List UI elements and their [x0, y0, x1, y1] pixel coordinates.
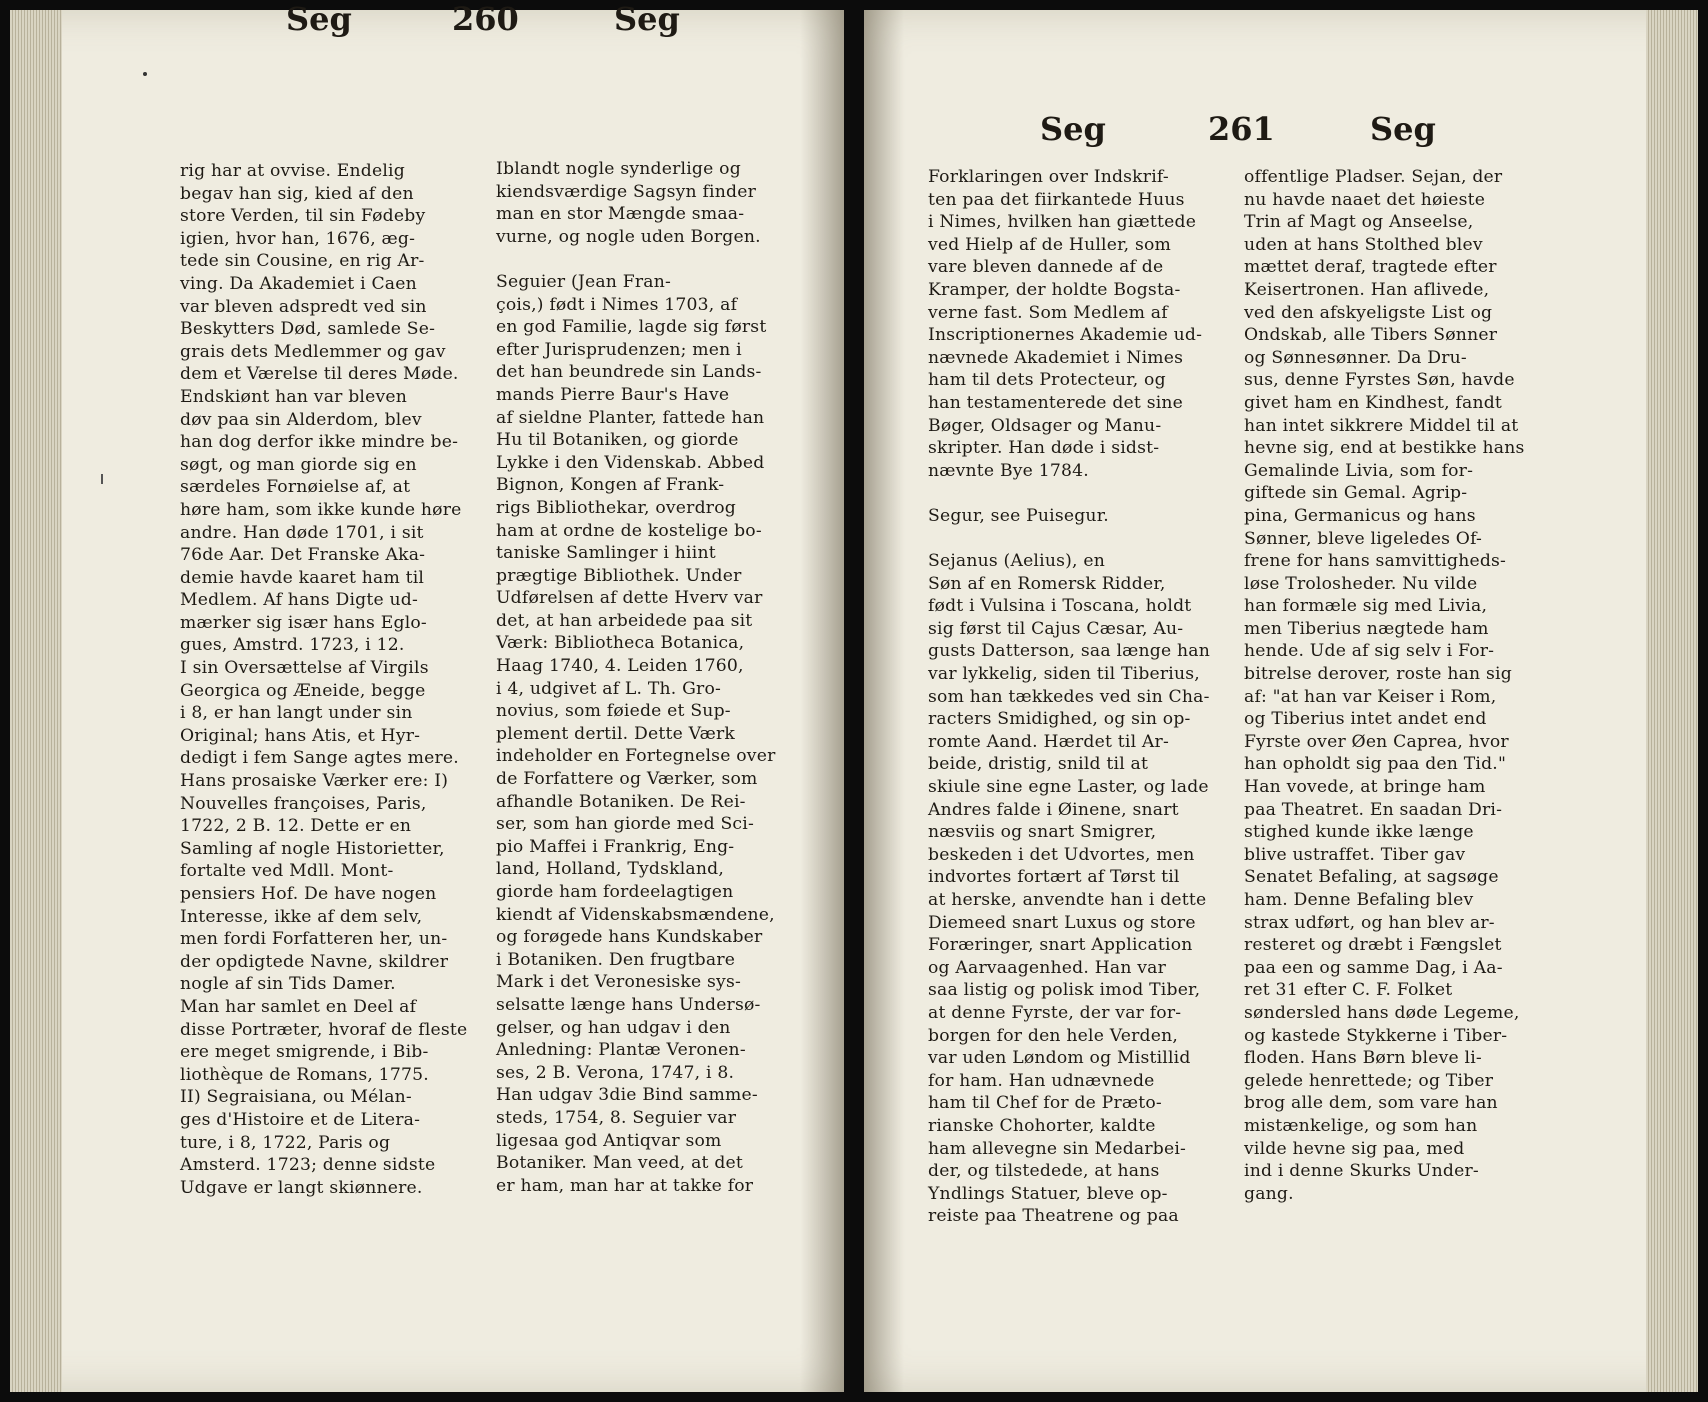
- text-line: af: "at han var Keiser i Rom,: [1244, 686, 1497, 707]
- text-line: mands Pierre Baur's Have: [496, 384, 730, 405]
- text-line: og forøgede hans Kundskaber: [496, 927, 763, 948]
- text-line: ges d'Histoire et de Litera-: [180, 1109, 421, 1130]
- text-line: Original; hans Atis, et Hyr-: [180, 725, 421, 746]
- text-line: ere meget smigrende, i Bib-: [180, 1042, 429, 1063]
- ink-speck: [143, 72, 147, 76]
- text-line: Yndlings Statuer, bleve op-: [928, 1183, 1168, 1204]
- text-line: han formæle sig med Livia,: [1244, 596, 1488, 617]
- text-line: i Botaniken. Den frugtbare: [496, 949, 736, 970]
- text-line: verne fast. Som Medlem af: [928, 302, 1168, 323]
- text-line: og kastede Stykkerne i Tiber-: [1244, 1025, 1508, 1046]
- right-head-word: Seg: [1040, 110, 1106, 148]
- text-line: uden at hans Stolthed blev: [1244, 234, 1483, 255]
- text-line: ser, som han giorde med Sci-: [496, 814, 754, 835]
- text-line: selsatte længe hans Undersø-: [496, 994, 761, 1015]
- text-line: der, og tilstedede, at hans: [928, 1161, 1160, 1182]
- text-line: ture, i 8, 1722, Paris og: [180, 1132, 391, 1153]
- text-line: Samling af nogle Historietter,: [180, 838, 445, 859]
- text-line: Ondskab, alle Tibers Sønner: [1244, 325, 1498, 346]
- text-line: ved den afskyeligste List og: [1244, 302, 1493, 323]
- text-line: Seguier (Jean Fran-: [496, 271, 671, 292]
- text-line: nævnede Akademiet i Nimes: [928, 347, 1184, 368]
- text-line: ham til dets Protecteur, og: [928, 370, 1166, 391]
- right-page-column-1: [928, 166, 1210, 1228]
- text-line: han testamenterede det sine: [928, 392, 1184, 413]
- text-line: Bøger, Oldsager og Manu-: [928, 415, 1162, 436]
- text-line: Beskytters Død, samlede Se-: [180, 319, 436, 340]
- text-line: grais dets Medlemmer og gav: [180, 341, 446, 362]
- text-line: for ham. Han udnævnede: [928, 1070, 1155, 1091]
- text-line: Keisertronen. Han aflivede,: [1244, 279, 1490, 300]
- text-line: Amsterd. 1723; denne sidste: [180, 1155, 436, 1176]
- text-line: Udgave er langt skiønnere.: [180, 1177, 423, 1198]
- text-line: dem et Værelse til deres Møde.: [180, 364, 459, 385]
- text-line: Han vovede, at bringe ham: [1244, 777, 1486, 798]
- text-line: i Nimes, hvilken han giættede: [928, 212, 1197, 233]
- text-line: vurne, og nogle uden Borgen.: [496, 226, 761, 247]
- text-line: begav han sig, kied af den: [180, 183, 414, 204]
- text-line: Søn af en Romersk Ridder,: [928, 573, 1166, 594]
- text-line: mærker sig især hans Eglo-: [180, 612, 427, 633]
- left-page-edges: [10, 10, 62, 1392]
- text-line: Anledning: Plantæ Veronen-: [496, 1040, 746, 1061]
- text-line: han dog derfor ikke mindre be-: [180, 432, 459, 453]
- text-line: er ham, man har at takke for: [496, 1175, 754, 1196]
- text-line: resteret og dræbt i Fængslet: [1244, 935, 1502, 956]
- text-line: at herske, anvendte han i dette: [928, 890, 1207, 910]
- text-line: plement dertil. Dette Værk: [496, 723, 736, 744]
- text-line: Foræringer, snart Application: [928, 935, 1193, 956]
- right-page-number: 261: [1208, 110, 1275, 148]
- text-line: rigs Bibliothekar, overdrog: [496, 497, 736, 518]
- text-line: søndersled hans døde Legeme,: [1244, 1002, 1520, 1023]
- text-line: Segur, see Puisegur.: [928, 505, 1109, 526]
- text-line: Lykke i den Videnskab. Abbed: [496, 452, 765, 473]
- text-line: de Forfattere og Værker, som: [496, 769, 758, 790]
- text-line: Diemeed snart Luxus og store: [928, 912, 1196, 933]
- text-line: han opholdt sig paa den Tid.": [1244, 754, 1507, 775]
- text-line: Trin af Magt og Anseelse,: [1244, 212, 1474, 233]
- text-line: vare bleven dannede af de: [928, 257, 1164, 278]
- text-line: Forklaringen over Indskrif-: [928, 167, 1169, 187]
- text-line: mistænkelige, og som han: [1244, 1115, 1478, 1136]
- text-line: Gemalinde Livia, som for-: [1244, 460, 1474, 481]
- text-line: gusts Datterson, saa længe han: [928, 641, 1210, 662]
- text-line: liothèque de Romans, 1775.: [180, 1064, 429, 1085]
- text-line: romte Aand. Hærdet til Ar-: [928, 731, 1169, 752]
- left-page-column-2: [496, 158, 775, 1197]
- text-line: Mark i det Veronesiske sys-: [496, 972, 741, 993]
- text-line: Andres falde i Øinene, snart: [928, 799, 1179, 820]
- text-line: 76de Aar. Det Franske Aka-: [180, 545, 426, 566]
- text-line: disse Portræter, hvoraf de fleste: [180, 1019, 468, 1040]
- text-line: at denne Fyrste, der var for-: [928, 1002, 1182, 1023]
- text-line: Udførelsen af dette Hverv var: [496, 588, 763, 609]
- text-line: [928, 482, 1210, 505]
- text-line: mættet deraf, tragtede efter: [1244, 257, 1497, 278]
- text-line: reiste paa Theatrene og paa: [928, 1206, 1179, 1227]
- left-page-number: 260: [452, 0, 519, 38]
- text-line: ses, 2 B. Verona, 1747, i 8.: [496, 1062, 735, 1083]
- text-line: og Tiberius intet andet end: [1244, 709, 1487, 730]
- text-line: pensiers Hof. De have nogen: [180, 884, 437, 904]
- text-line: rianske Chohorter, kaldte: [928, 1115, 1156, 1136]
- text-line: borgen for den hele Verden,: [928, 1025, 1179, 1046]
- text-line: store Verden, til sin Fødeby: [180, 206, 426, 227]
- text-line: søgt, og man giorde sig en: [180, 454, 417, 475]
- text-line: indeholder en Fortegnelse over: [496, 746, 776, 767]
- text-line: Han udgav 3die Bind samme-: [496, 1085, 758, 1106]
- text-line: Bignon, Kongen af Frank-: [496, 475, 725, 496]
- text-line: Man har samlet en Deel af: [180, 996, 417, 1017]
- text-line: demie havde kaaret ham til: [180, 567, 425, 588]
- text-line: ligesaa god Antiqvar som: [496, 1130, 722, 1151]
- text-line: som han tækkedes ved sin Cha-: [928, 686, 1210, 707]
- text-line: novius, som føiede et Sup-: [496, 701, 731, 722]
- text-line: Sønner, bleve ligeledes Of-: [1244, 528, 1483, 549]
- text-line: giorde ham fordeelagtigen: [496, 882, 734, 902]
- text-line: gelser, og han udgav i den: [496, 1017, 731, 1038]
- text-line: skripter. Han døde i sidst-: [928, 438, 1160, 459]
- text-line: gues, Amstrd. 1723, i 12.: [180, 635, 405, 656]
- text-line: og Aarvaagenhed. Han var: [928, 957, 1167, 978]
- text-line: i 8, er han langt under sin: [180, 703, 413, 724]
- text-line: stighed kunde ikke længe: [1244, 822, 1474, 843]
- right-gutter-shadow: [864, 10, 904, 1392]
- text-line: var bleven adspredt ved sin: [180, 296, 427, 317]
- text-line: Inscriptionernes Akademie ud-: [928, 325, 1203, 346]
- text-line: en god Familie, lagde sig først: [496, 317, 767, 338]
- text-line: kiendt af Videnskabsmændene,: [496, 904, 775, 925]
- right-page-edges: [1646, 10, 1698, 1392]
- text-line: man en stor Mængde smaa-: [496, 204, 745, 225]
- text-line: fortalte ved Mdll. Mont-: [180, 861, 394, 882]
- text-line: nævnte Bye 1784.: [928, 460, 1089, 481]
- text-line: gang.: [1244, 1183, 1294, 1204]
- text-line: hende. Ude af sig selv i For-: [1244, 641, 1495, 662]
- text-line: gelede henrettede; og Tiber: [1244, 1070, 1494, 1091]
- text-line: ham allevegne sin Medarbei-: [928, 1138, 1187, 1159]
- text-line: steds, 1754, 8. Seguier var: [496, 1107, 737, 1128]
- text-line: Fyrste over Øen Caprea, hvor: [1244, 731, 1509, 752]
- text-line: pina, Germanicus og hans: [1244, 505, 1476, 526]
- text-line: løse Trolosheder. Nu vilde: [1244, 573, 1478, 594]
- text-line: floden. Hans Børn bleve li-: [1244, 1048, 1482, 1069]
- text-line: brog alle dem, som vare han: [1244, 1093, 1498, 1114]
- text-line: særdeles Fornøielse af, at: [180, 477, 411, 498]
- text-line: Hu til Botaniken, og giorde: [496, 430, 739, 451]
- text-line: rig har at ovvise. Endelig: [180, 161, 405, 181]
- text-line: skiule sine egne Laster, og lade: [928, 777, 1209, 798]
- text-line: pio Maffei i Frankrig, Eng-: [496, 836, 735, 857]
- text-line: Hans prosaiske Værker ere: I): [180, 771, 449, 792]
- text-line: racters Smidighed, og sin op-: [928, 709, 1191, 730]
- text-line: Georgica og Æneide, begge: [180, 680, 426, 701]
- text-line: født i Vulsina i Toscana, holdt: [928, 596, 1192, 617]
- text-line: nu havde naaet det høieste: [1244, 189, 1486, 210]
- text-line: prægtige Bibliothek. Under: [496, 565, 742, 586]
- text-line: Senatet Befaling, at sagsøge: [1244, 867, 1499, 888]
- left-head-word-right: Seg: [614, 0, 680, 38]
- text-line: ham at ordne de kostelige bo-: [496, 520, 762, 541]
- text-line: andre. Han døde 1701, i sit: [180, 522, 424, 543]
- text-line: Iblandt nogle synderlige og: [496, 159, 741, 179]
- text-line: land, Holland, Tydskland,: [496, 859, 725, 880]
- text-line: det, at han arbeidede paa sit: [496, 610, 753, 631]
- text-line: saa listig og polisk imod Tiber,: [928, 980, 1201, 1001]
- ink-mark: [101, 474, 103, 484]
- text-line: af sieldne Planter, fattede han: [496, 407, 765, 428]
- text-line: ten paa det fiirkantede Huus: [928, 189, 1185, 210]
- text-line: sig først til Cajus Cæsar, Au-: [928, 618, 1184, 639]
- right-page-column-2: [1244, 166, 1525, 1205]
- text-line: givet ham en Kindhest, fandt: [1244, 392, 1503, 413]
- text-line: i 4, udgivet af L. Th. Gro-: [496, 678, 722, 699]
- text-line: ret 31 efter C. F. Folket: [1244, 980, 1453, 1001]
- text-line: næsviis og snart Smigrer,: [928, 822, 1157, 843]
- text-line: sus, denne Fyrstes Søn, havde: [1244, 370, 1515, 391]
- text-line: [928, 528, 1210, 551]
- text-line: tede sin Cousine, en rig Ar-: [180, 251, 425, 272]
- text-line: II) Segraisiana, ou Mélan-: [180, 1087, 412, 1108]
- left-page-column-1: [180, 160, 467, 1199]
- text-line: offentlige Pladser. Sejan, der: [1244, 167, 1503, 187]
- text-line: frene for hans samvittigheds-: [1244, 551, 1507, 572]
- text-line: nogle af sin Tids Damer.: [180, 974, 396, 995]
- left-gutter-shadow: [800, 10, 844, 1392]
- text-line: çois,) født i Nimes 1703, af: [496, 294, 738, 315]
- text-line: ind i denne Skurks Under-: [1244, 1161, 1479, 1182]
- text-line: indvortes fortært af Tørst til: [928, 867, 1180, 888]
- text-line: og Sønnesønner. Da Dru-: [1244, 347, 1467, 368]
- text-line: igien, hvor han, 1676, æg-: [180, 228, 416, 249]
- text-line: hevne sig, end at bestikke hans: [1244, 438, 1525, 459]
- text-line: Værk: Bibliotheca Botanica,: [496, 633, 745, 654]
- text-line: men Tiberius nægtede ham: [1244, 618, 1489, 639]
- text-line: høre ham, som ikke kunde høre: [180, 499, 462, 520]
- text-line: I sin Oversættelse af Virgils: [180, 658, 429, 679]
- text-line: taniske Samlinger i hiint: [496, 543, 716, 564]
- text-line: døv paa sin Alderdom, blev: [180, 409, 422, 430]
- text-line: Endskiønt han var bleven: [180, 386, 408, 407]
- text-line: var uden Løndom og Mistillid: [928, 1048, 1191, 1069]
- text-line: det han beundrede sin Lands-: [496, 362, 762, 383]
- text-line: paa Theatret. En saadan Dri-: [1244, 799, 1503, 820]
- text-line: han intet sikkrere Middel til at: [1244, 415, 1519, 436]
- text-line: Interesse, ikke af dem selv,: [180, 906, 423, 927]
- left-head-word: Seg: [286, 0, 352, 38]
- text-line: 1722, 2 B. 12. Dette er en: [180, 816, 412, 837]
- text-line: efter Jurisprudenzen; men i: [496, 339, 742, 360]
- text-line: ved Hielp af de Huller, som: [928, 234, 1172, 255]
- text-line: ving. Da Akademiet i Caen: [180, 273, 417, 294]
- text-line: dedigt i fem Sange agtes mere.: [180, 748, 459, 769]
- text-line: der opdigtede Navne, skildrer: [180, 951, 449, 972]
- text-line: Medlem. Af hans Digte ud-: [180, 590, 418, 611]
- text-line: ham. Denne Befaling blev: [1244, 890, 1474, 910]
- text-line: [496, 248, 775, 271]
- text-line: bitrelse derover, roste han sig: [1244, 664, 1512, 685]
- text-line: Haag 1740, 4. Leiden 1760,: [496, 656, 744, 677]
- text-line: vilde hevne sig paa, med: [1244, 1138, 1465, 1159]
- text-line: beide, dristig, snild til at: [928, 754, 1149, 775]
- text-line: blive ustraffet. Tiber gav: [1244, 844, 1466, 865]
- text-line: kiendsværdige Sagsyn finder: [496, 181, 756, 202]
- text-line: Botaniker. Man veed, at det: [496, 1153, 743, 1174]
- text-line: Kramper, der holdte Bogsta-: [928, 279, 1181, 300]
- text-line: Sejanus (Aelius), en: [928, 551, 1105, 572]
- right-head-word-right: Seg: [1370, 110, 1436, 148]
- text-line: afhandle Botaniken. De Rei-: [496, 791, 746, 812]
- text-line: giftede sin Gemal. Agrip-: [1244, 483, 1468, 504]
- text-line: paa een og samme Dag, i Aa-: [1244, 957, 1503, 978]
- text-line: men fordi Forfatteren her, un-: [180, 929, 448, 950]
- text-line: Nouvelles françoises, Paris,: [180, 793, 427, 814]
- text-line: strax udført, og han blev ar-: [1244, 912, 1495, 933]
- text-line: ham til Chef for de Præto-: [928, 1093, 1162, 1114]
- text-line: beskeden i det Udvortes, men: [928, 844, 1195, 865]
- text-line: var lykkelig, siden til Tiberius,: [928, 664, 1200, 685]
